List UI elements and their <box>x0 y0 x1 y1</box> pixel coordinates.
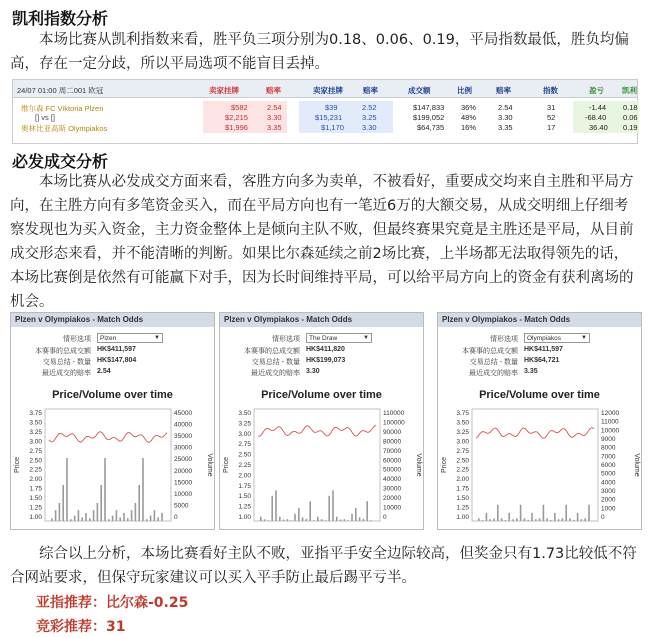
y-tick-label: 1.00 <box>29 514 42 521</box>
y-tick-label: 2.75 <box>29 447 42 455</box>
panel-title: Plzen v Olympiakos - Match Odds <box>220 313 423 327</box>
col-buyer-price: 卖家挂牌 <box>313 86 343 95</box>
y-tick-label: 2.00 <box>456 476 469 484</box>
cell-buy: $1,170 <box>321 123 344 132</box>
cell-buy: $15,231 <box>315 113 343 122</box>
y-tick-label: 3.00 <box>456 438 469 446</box>
cell-bodds: 3.30 <box>362 123 377 132</box>
volume-bar <box>366 501 368 521</box>
y-tick-label: 1.75 <box>238 482 251 490</box>
price-volume-chart <box>220 403 423 527</box>
y-tick-label: 1.00 <box>456 514 469 521</box>
volume-bar <box>283 520 285 521</box>
col-seller-odds: 赔率 <box>266 86 281 95</box>
volume-bar <box>264 519 266 521</box>
volume-bar <box>321 519 323 521</box>
volume-bar <box>524 518 526 521</box>
volume-bar <box>489 519 491 521</box>
volume-bar <box>89 518 91 521</box>
y2-tick-label: 50000 <box>383 466 402 474</box>
volume-bar <box>313 520 315 521</box>
info-value: 3.30 <box>306 368 320 375</box>
volume-bar <box>74 516 76 521</box>
chart-panel-plzen <box>10 312 215 530</box>
info-value: HK$411,597 <box>97 346 136 353</box>
volume-bar <box>482 520 484 521</box>
cell-kelly: 0.19 <box>623 123 638 132</box>
volume-bar <box>584 518 586 521</box>
volume-bar <box>161 513 163 521</box>
volume-bar <box>116 510 118 521</box>
volume-bar <box>543 505 545 521</box>
volume-bar <box>562 518 564 521</box>
y2-tick-label: 25000 <box>174 456 193 464</box>
y2-tick-label: 40000 <box>174 421 193 429</box>
selection-dropdown[interactable] <box>97 333 163 343</box>
col-volume: 成交额 <box>408 86 431 95</box>
y-tick-label: 3.50 <box>29 419 42 427</box>
y2-tick-label: 0 <box>383 514 387 521</box>
volume-bar <box>359 517 361 521</box>
y-axis-label: Price <box>14 457 21 473</box>
y-tick-label: 2.75 <box>456 447 469 455</box>
col-seller-price: 卖家挂牌 <box>209 86 239 95</box>
y2-tick-label: 60000 <box>383 457 402 465</box>
volume-bar <box>104 458 106 521</box>
y-tick-label: 3.25 <box>29 428 42 436</box>
volume-bar <box>317 517 319 521</box>
selection-value: Olympiakos <box>527 335 561 342</box>
chart-title: Price/Volume over time <box>479 389 600 401</box>
volume-bar <box>577 513 579 521</box>
volume-bar <box>55 510 57 521</box>
info-label: 交易总结 - 数量 <box>251 359 300 366</box>
y-tick-label: 2.50 <box>456 457 469 465</box>
y2-tick-label: 30000 <box>174 444 193 452</box>
y-tick-label: 1.50 <box>238 493 251 501</box>
y-tick-label: 1.00 <box>238 514 251 521</box>
volume-bar <box>478 518 480 521</box>
volume-bar <box>588 505 590 521</box>
volume-bar <box>298 508 300 521</box>
volume-bar <box>150 516 152 521</box>
y2-tick-label: 0 <box>174 514 178 521</box>
volume-bar <box>271 496 273 521</box>
volume-bar <box>100 485 102 521</box>
volume-bar <box>508 513 510 521</box>
chart-panel-olympiakos <box>437 312 642 530</box>
volume-bar <box>127 518 129 521</box>
volume-bar <box>535 519 537 521</box>
volume-bar <box>486 513 488 521</box>
volume-bar <box>131 510 133 521</box>
volume-bar <box>347 520 349 521</box>
y2-tick-label: 10000 <box>383 504 402 512</box>
volume-bar <box>290 520 292 521</box>
asian-recommend: 亚指推荐：比尔森-0.25 <box>36 595 189 611</box>
cell-kelly: 0.18 <box>623 103 638 112</box>
info-value: HK$411,597 <box>524 346 563 353</box>
price-volume-chart <box>11 403 214 527</box>
info-value: 3.35 <box>524 368 538 375</box>
volume-bar <box>66 458 68 521</box>
y-tick-label: 2.25 <box>238 462 251 469</box>
volume-bar <box>512 519 514 521</box>
cell-vol: $64,735 <box>417 123 445 132</box>
chevron-down-icon: ▼ <box>154 335 160 341</box>
volume-bar <box>154 510 156 521</box>
y2-tick-label: 8000 <box>601 444 616 452</box>
y2-axis-label: Volume <box>206 453 213 477</box>
volume-bar <box>328 496 330 521</box>
volume-bar <box>142 458 144 521</box>
panel-title: Plzen v Olympiakos - Match Odds <box>438 313 641 327</box>
cell-odds: 2.54 <box>498 103 513 112</box>
y2-tick-label: 30000 <box>383 485 402 493</box>
chart-title: Price/Volume over time <box>261 389 382 401</box>
volume-bar <box>268 520 270 521</box>
odds-row <box>13 103 637 113</box>
y2-tick-label: 0 <box>601 514 605 521</box>
y2-tick-label: 35000 <box>174 433 193 441</box>
y-tick-label: 3.50 <box>238 410 251 417</box>
y-tick-label: 3.75 <box>456 410 469 417</box>
volume-bar <box>546 518 548 521</box>
y2-tick-label: 80000 <box>383 438 402 446</box>
price-volume-chart <box>438 403 641 527</box>
y-axis-label: Price <box>441 457 448 473</box>
chart-panel-draw <box>219 312 424 530</box>
y2-tick-label: 11000 <box>601 418 619 426</box>
info-label: 最近成交的赔率 <box>469 370 518 377</box>
summary-paragraph: 综合以上分析，本场比赛看好主队不败，亚指平手安全边际较高，但奖金只有1.73比较低不符合网站要求，但保守玩家建议可以买入平手防止最后踢平亏半。 <box>10 546 637 586</box>
select-label: 情形选项 <box>63 336 91 343</box>
y-tick-label: 3.00 <box>238 430 251 438</box>
volume-bar <box>363 519 365 521</box>
y2-tick-label: 9000 <box>601 436 616 443</box>
volume-bar <box>138 485 140 521</box>
volume-bar <box>108 519 110 521</box>
col-odds: 赔率 <box>496 86 511 95</box>
y2-tick-label: 20000 <box>174 467 193 475</box>
cell-sodds: 3.30 <box>267 113 282 122</box>
cell-bodds: 3.25 <box>362 113 377 122</box>
volume-bar <box>279 517 281 521</box>
info-label: 最近成交的赔率 <box>251 370 300 377</box>
volume-bar <box>340 520 342 521</box>
y-tick-label: 3.50 <box>456 419 469 427</box>
volume-bar <box>260 517 262 521</box>
volume-bar <box>336 517 338 521</box>
volume-bar <box>302 517 304 521</box>
cell-idx: 17 <box>547 123 556 132</box>
y2-tick-label: 5000 <box>174 502 189 510</box>
info-label: 本赛事的总成交额 <box>35 348 91 355</box>
cell-pl: 36.40 <box>589 123 608 132</box>
y-tick-label: 1.25 <box>456 504 469 512</box>
col-pl: 盈亏 <box>589 86 604 95</box>
volume-bar <box>505 520 507 521</box>
cell-sell: $582 <box>231 103 248 112</box>
y2-tick-label: 7000 <box>601 453 616 461</box>
y-tick-label: 1.25 <box>29 504 42 512</box>
plot-area <box>472 409 598 521</box>
info-value: HK$64,721 <box>524 357 560 364</box>
volume-bar <box>70 519 72 521</box>
info-value: HK$411,820 <box>306 346 345 353</box>
volume-bar <box>527 520 529 521</box>
volume-bar <box>501 518 503 521</box>
cell-pl: -68.40 <box>585 113 607 122</box>
y2-tick-label: 3000 <box>601 488 616 495</box>
y-tick-label: 2.00 <box>238 472 251 480</box>
cell-pl: -1.44 <box>589 103 607 112</box>
y-axis-label: Price <box>223 457 230 473</box>
y2-tick-label: 70000 <box>383 447 402 455</box>
y-tick-label: 1.50 <box>29 495 42 503</box>
cell-vol: $199,052 <box>413 113 445 122</box>
y2-tick-label: 20000 <box>383 495 402 503</box>
volume-bar <box>294 514 296 521</box>
col-index: 指数 <box>543 86 558 95</box>
cell-idx: 31 <box>547 103 556 112</box>
chevron-down-icon: ▼ <box>581 335 587 341</box>
cell-bodds: 2.52 <box>362 103 377 112</box>
volume-bar <box>554 513 556 521</box>
volume-bar <box>287 519 289 521</box>
jingcai-recommend: 竞彩推荐：31 <box>36 619 126 635</box>
info-label: 交易总结 - 数量 <box>42 359 91 366</box>
y-tick-label: 1.50 <box>456 495 469 503</box>
y-tick-label: 2.00 <box>29 476 42 484</box>
y2-tick-label: 10000 <box>174 490 193 498</box>
volume-bar <box>135 503 137 521</box>
volume-bar <box>306 519 308 521</box>
y2-tick-label: 10000 <box>601 427 620 435</box>
y-tick-label: 1.75 <box>29 485 42 493</box>
volume-bar <box>520 505 522 521</box>
volume-bar <box>539 518 541 521</box>
y-tick-label: 3.75 <box>29 410 42 417</box>
chevron-down-icon: ▼ <box>363 335 369 341</box>
volume-bar <box>62 485 64 521</box>
cell-odds: 3.35 <box>498 123 513 132</box>
col-kelly: 凯利 <box>622 86 637 95</box>
col-buyer-odds: 赔率 <box>363 86 378 95</box>
volume-bar <box>81 517 83 521</box>
y2-tick-label: 90000 <box>383 428 402 436</box>
section-title-kelly: 凯利指数分析 <box>12 9 109 28</box>
volume-bar <box>157 517 159 521</box>
y-tick-label: 1.25 <box>238 503 251 511</box>
y2-tick-label: 45000 <box>174 410 193 417</box>
cell-sell: $1,996 <box>225 123 248 132</box>
chart-title: Price/Volume over time <box>52 389 173 401</box>
select-label: 情形选项 <box>272 336 300 343</box>
info-value: 2.54 <box>97 368 111 375</box>
volume-bar <box>355 508 357 521</box>
cell-sodds: 3.35 <box>267 123 282 132</box>
cell-sell: $2,215 <box>225 113 248 122</box>
y-tick-label: 1.75 <box>456 485 469 493</box>
info-label: 最近成交的赔率 <box>42 370 91 377</box>
kelly-paragraph: 本场比赛从凯利指数来看，胜平负三项分别为0.18、0.06、0.19，平局指数最低，胜负均偏高，存在一定分歧，所以平局选项不能盲目丢掉。 <box>10 32 629 72</box>
cell-sodds: 2.54 <box>267 103 282 112</box>
volume-bar <box>497 505 499 521</box>
panel-title: Plzen v Olympiakos - Match Odds <box>11 313 214 327</box>
cell-idx: 52 <box>547 113 556 122</box>
volume-bar <box>59 503 61 521</box>
volume-bar <box>85 513 87 521</box>
volume-bar <box>581 519 583 521</box>
selection-dropdown[interactable] <box>306 333 372 343</box>
team-draw: [] vs [] <box>35 113 56 122</box>
volume-bar <box>275 490 277 521</box>
volume-bar <box>78 510 80 521</box>
y2-axis-label: Volume <box>415 453 422 477</box>
info-label: 交易总结 - 数量 <box>469 359 518 366</box>
volume-bar <box>550 520 552 521</box>
volume-bar <box>558 519 560 521</box>
volume-bar <box>146 519 148 521</box>
cell-vol: $147,833 <box>413 103 445 112</box>
select-label: 情形选项 <box>490 336 518 343</box>
cell-buy: $39 <box>325 103 338 112</box>
volume-bar <box>325 520 327 521</box>
y-tick-label: 2.75 <box>238 441 251 449</box>
volume-bar <box>97 503 99 521</box>
volume-bar <box>332 490 334 521</box>
volume-bar <box>370 520 372 521</box>
y-tick-label: 2.50 <box>29 457 42 465</box>
y2-tick-label: 110000 <box>383 410 405 417</box>
cell-ratio: 48% <box>461 113 477 122</box>
info-value: HK$199,073 <box>306 357 346 364</box>
volume-bar <box>351 514 353 521</box>
match-info: 24/07 01:00 周二001 欧冠 <box>17 86 104 95</box>
volume-bar <box>119 517 121 521</box>
info-label: 本赛事的总成交额 <box>244 348 300 355</box>
y-tick-label: 3.25 <box>456 428 469 436</box>
volume-bar <box>531 513 533 521</box>
info-label: 本赛事的总成交额 <box>462 348 518 355</box>
col-ratio: 比例 <box>457 86 472 95</box>
odds-row <box>13 123 637 133</box>
y-tick-label: 3.00 <box>29 438 42 446</box>
cell-odds: 3.30 <box>498 113 513 122</box>
y2-tick-label: 6000 <box>601 462 616 469</box>
y2-tick-label: 1000 <box>601 505 616 513</box>
y2-tick-label: 12000 <box>601 410 620 417</box>
y2-tick-label: 100000 <box>383 419 405 427</box>
selection-value: Plzen <box>100 335 117 342</box>
volume-bar <box>573 520 575 521</box>
volume-bar <box>344 519 346 521</box>
volume-bar <box>565 505 567 521</box>
cell-ratio: 16% <box>461 123 477 132</box>
selection-value: The Draw <box>309 335 338 342</box>
info-value: HK$147,804 <box>97 357 137 364</box>
betfair-paragraph: 本场比赛从必发成交方面来看，客胜方向多为卖单，不被看好，重要成交均来自主胜和平局方向，在主胜方向有多笔资金买入，而在平局方向也有一笔近6万的大额交易，从成交明细上仔细考察发现也为买入资金，主力资金整体上是倾向主队不败，但最终赛果究竟是主胜还是平局，从目前成交形态来看，并不能清晰的判断。如果比尔森延续之前2场比赛，上半场都无法取得领先的话，本场比赛倒是依然有可能赢下对手，因为长时间维持平局，可以给平局方向上的资金有获利离场的机会。 <box>10 174 634 310</box>
section-title-betfair: 必发成交分析 <box>12 152 109 171</box>
cell-ratio: 36% <box>461 103 477 112</box>
y2-tick-label: 2000 <box>601 496 616 504</box>
team-away: 奥林比亚高斯 Olympiakos <box>21 124 108 133</box>
selection-dropdown[interactable] <box>524 333 590 343</box>
y-tick-label: 3.25 <box>238 420 251 428</box>
y2-tick-label: 4000 <box>601 479 616 487</box>
volume-bar <box>112 516 114 521</box>
cell-kelly: 0.06 <box>623 113 638 122</box>
volume-bar <box>493 518 495 521</box>
volume-bar <box>569 518 571 521</box>
volume-bar <box>516 518 518 521</box>
volume-bar <box>93 510 95 521</box>
y2-tick-label: 5000 <box>601 470 616 478</box>
y-tick-label: 2.25 <box>29 466 42 474</box>
y-tick-label: 2.50 <box>238 451 251 459</box>
team-home: 维尔森 FC Viktoria Plzen <box>21 104 104 113</box>
y2-axis-label: Volume <box>633 453 640 477</box>
odds-table-header <box>13 80 637 98</box>
y2-tick-label: 40000 <box>383 476 402 484</box>
y-tick-label: 2.25 <box>456 466 469 474</box>
volume-bar <box>123 513 125 521</box>
odds-table <box>12 79 638 144</box>
y2-tick-label: 15000 <box>174 479 193 487</box>
volume-bar <box>309 501 311 521</box>
volume-bar <box>51 518 53 521</box>
odds-row <box>13 113 637 123</box>
